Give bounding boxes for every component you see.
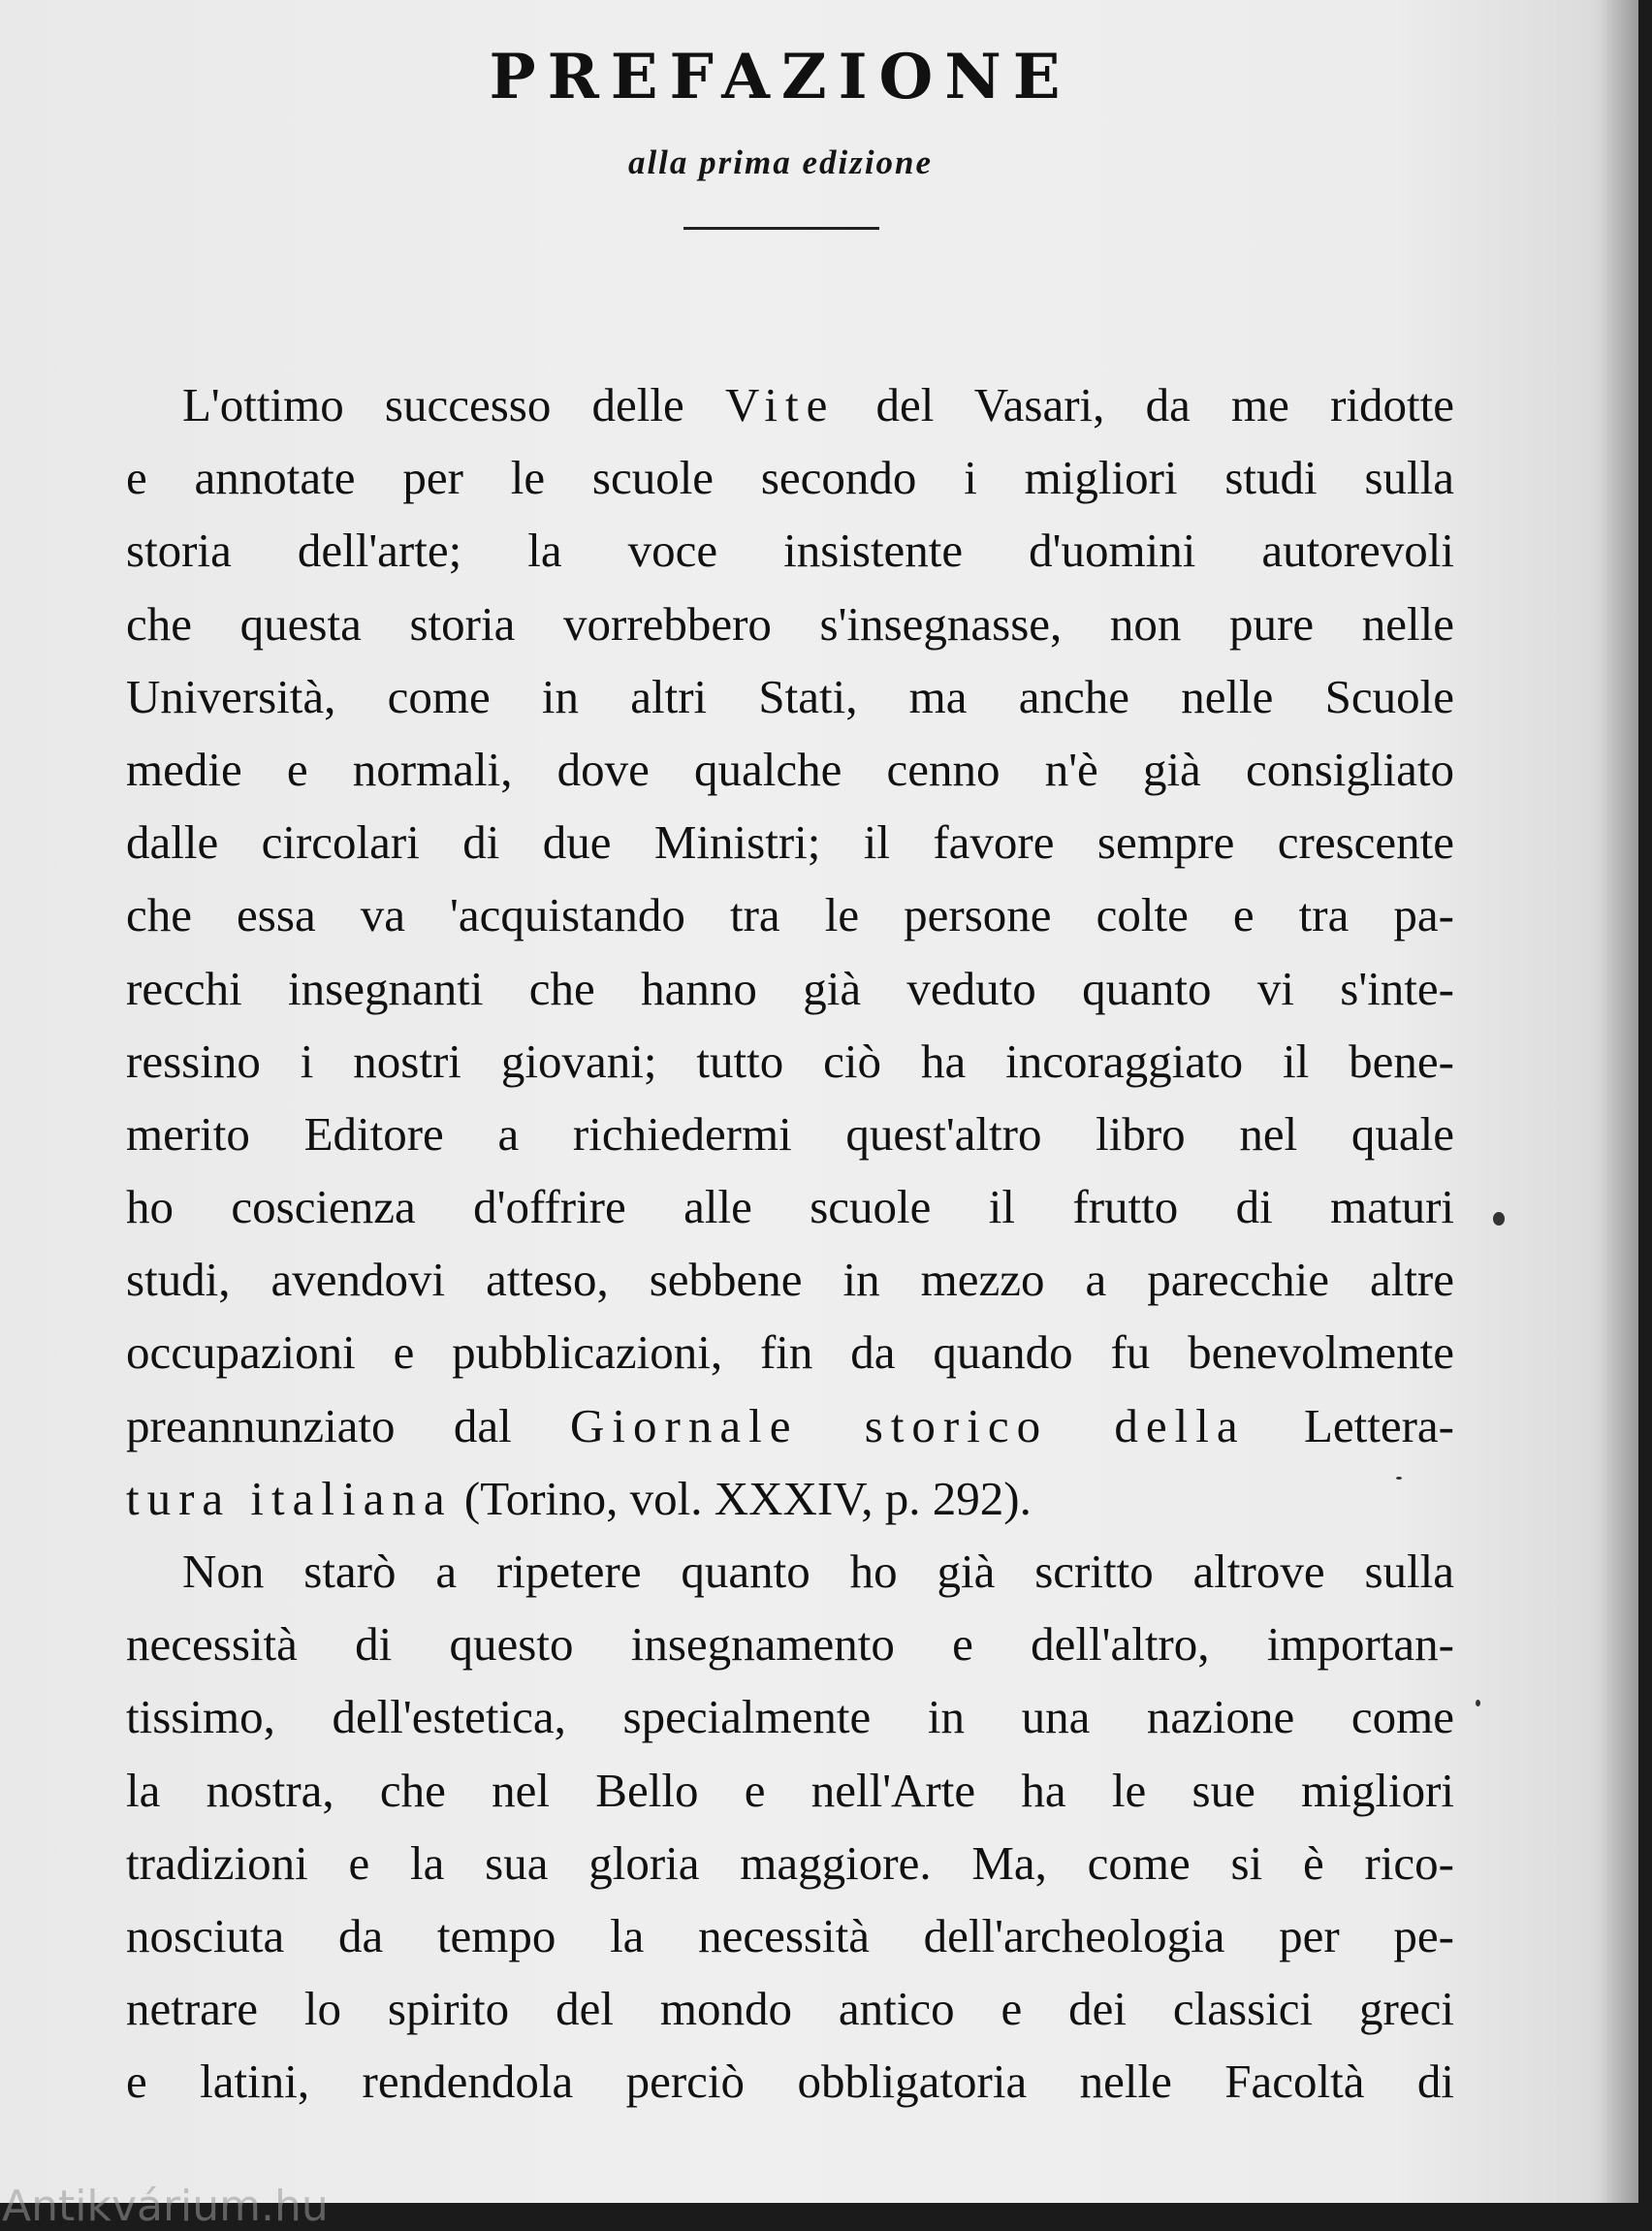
title-divider [683, 227, 879, 230]
text-line: Non starò a ripetere quanto ho già scritto altrove sulla [182, 1545, 1454, 1598]
page-subtitle: alla prima edizione [627, 143, 934, 181]
text-line: studi, avendovi atteso, sebbene in mezzo a parecchie altre [126, 1253, 1454, 1307]
text-line: storia dell'arte; la voce insistente d'uomini autorevoli [126, 524, 1454, 578]
text-line: Università, come in altri Stati, ma anche nelle Scuole [126, 669, 1454, 723]
text-line: ho coscienza d'offrire alle scuole il frutto di maturi [126, 1180, 1454, 1234]
paragraph-2 [126, 1535, 1454, 2119]
text-line: tradizioni e la sua gloria maggiore. Ma, come si è rico- [126, 1835, 1454, 1890]
text-line: e latini, rendendola perciò obbligatoria nelle Facoltà di [126, 2055, 1454, 2109]
text-line: che questa storia vorrebbero s'insegnasse, non pure nelle [126, 596, 1454, 651]
text-line: nosciuta da tempo la necessità dell'archeologia per pe- [126, 1908, 1454, 1962]
ink-speck [1493, 1212, 1505, 1226]
text-line: che essa va 'acquistando tra le persone colte e tra pa- [126, 888, 1454, 942]
text-line: netrare lo spirito del mondo antico e dei classici greci [126, 1982, 1454, 2036]
page-title: PREFAZIONE [489, 41, 1072, 113]
text-line: medie e normali, dove qualche cenno n'è già consigliato [126, 742, 1454, 796]
preface-body [126, 368, 1454, 2119]
paragraph-1 [126, 368, 1454, 1535]
text-line: tura italiana (Torino, vol. XXXIV, p. 292). [126, 1471, 1032, 1525]
text-line: tissimo, dell'estetica, specialmente in una nazione come [126, 1690, 1454, 1744]
text-line: necessità di questo insegnamento e dell'altro, importan- [126, 1617, 1454, 1672]
text-line: L'ottimo successo delle Vite del Vasari, da me ridotte [182, 378, 1454, 431]
ink-speck [1476, 1700, 1480, 1706]
text-line: preannunziato dal Giornale storico della Lettera- [126, 1398, 1455, 1452]
text-line: merito Editore a richiedermi quest'altro libro nel quale [126, 1106, 1454, 1161]
text-line: e annotate per le scuole secondo i migliori studi sulla [126, 451, 1454, 505]
text-line: occupazioni e pubblicazioni, fin da quando fu benevolmente [126, 1325, 1454, 1380]
text-line: recchi insegnanti che hanno già veduto quanto vi s'inte- [126, 961, 1454, 1015]
ink-speck [1396, 1477, 1402, 1480]
text-line: dalle circolari di due Ministri; il favore sempre crescente [126, 815, 1454, 870]
watermark: Antikvárium.hu [2, 2182, 329, 2231]
text-line: la nostra, che nel Bello e nell'Arte ha le sue migliori [126, 1763, 1454, 1817]
text-line: ressino i nostri giovani; tutto ciò ha incoraggiato il bene- [126, 1034, 1454, 1088]
